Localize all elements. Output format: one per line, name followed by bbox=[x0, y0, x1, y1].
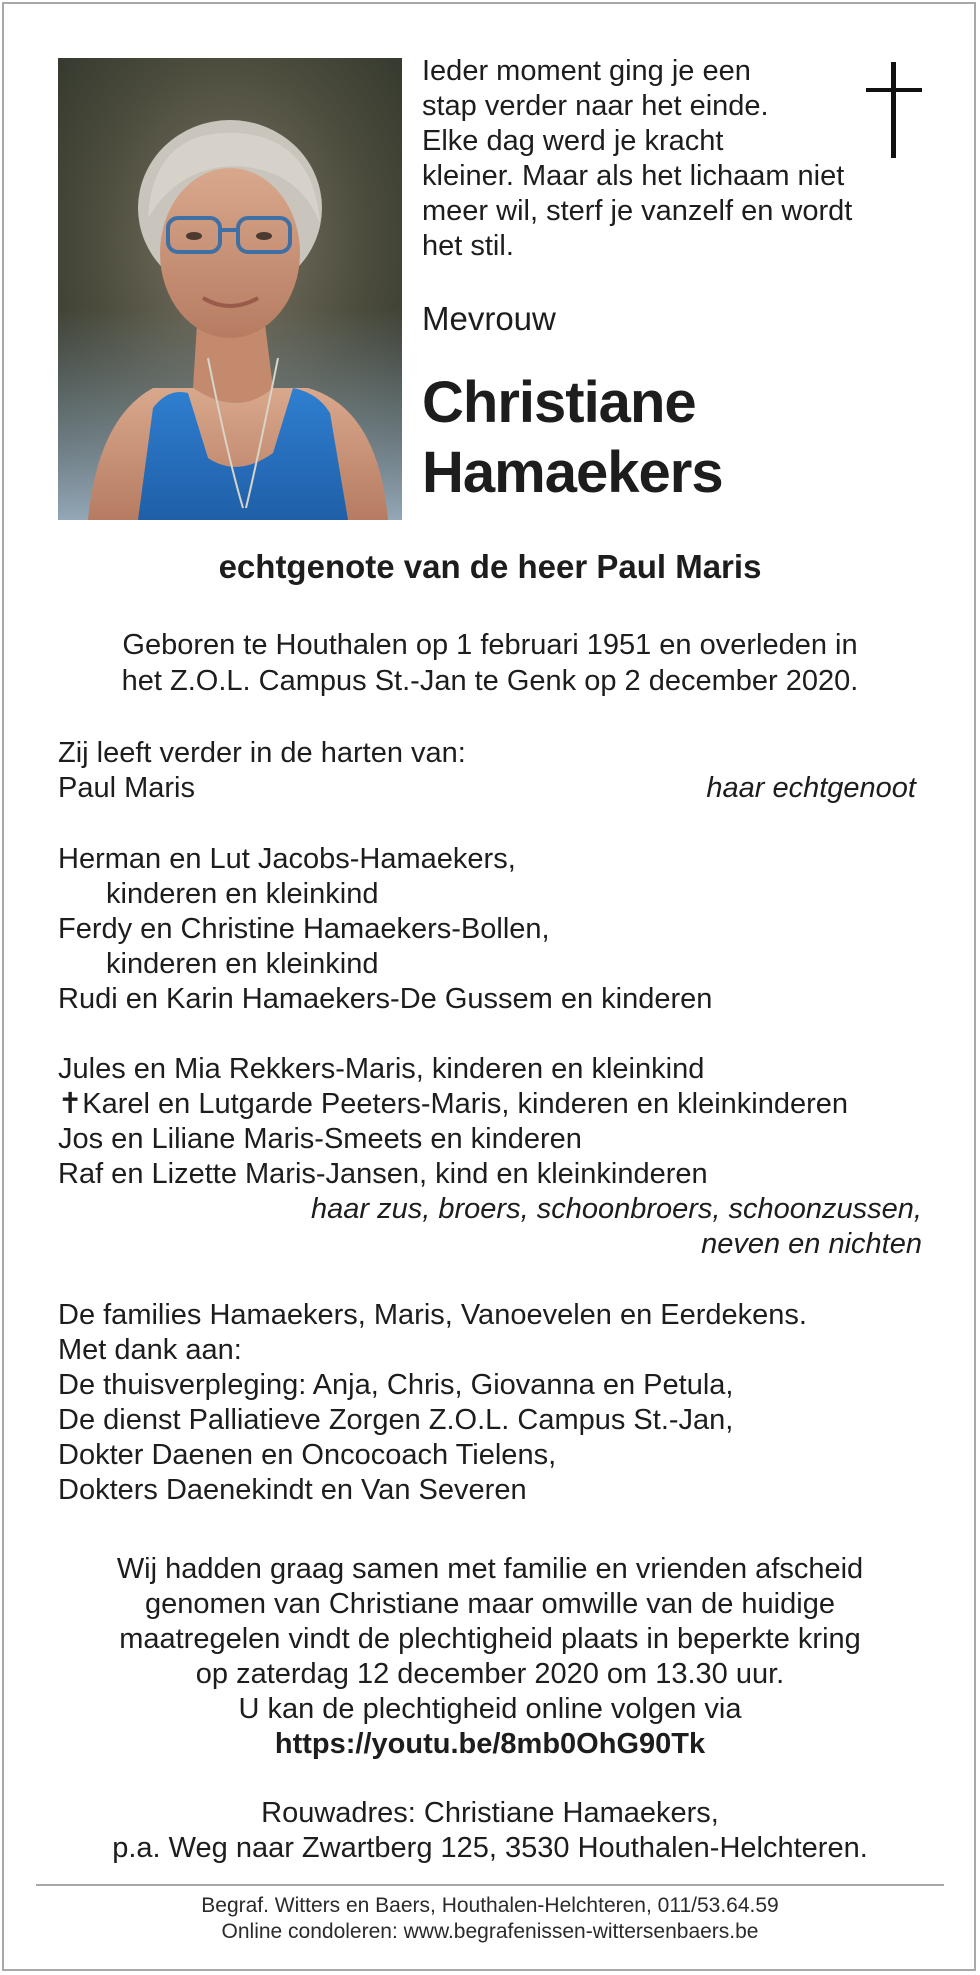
partner-role: haar echtgenoot bbox=[706, 772, 916, 804]
ceremony-line: U kan de plechtigheid online volgen via bbox=[238, 1693, 742, 1725]
list-item: Raf en Lizette Maris-Jansen, kind en kleinkinderen bbox=[58, 1158, 708, 1190]
ceremony-line: genomen van Christiane maar omwille van de huidige bbox=[145, 1588, 835, 1620]
title-prefix: Mevrouw bbox=[422, 300, 556, 337]
partner-row bbox=[58, 771, 928, 806]
thanks-line: De thuisverpleging: Anja, Chris, Giovanna en Petula, bbox=[58, 1369, 734, 1401]
list-item: ✝Karel en Lutgarde Peeters-Maris, kinderen en kleinkinderen bbox=[58, 1088, 849, 1120]
thanks-line: Met dank aan: bbox=[58, 1334, 242, 1366]
death-line: het Z.O.L. Campus St.-Jan te Genk op 2 december 2020. bbox=[121, 665, 859, 697]
list-item: Jules en Mia Rekkers-Maris, kinderen en kleinkind bbox=[58, 1053, 705, 1085]
children-list bbox=[58, 842, 928, 1017]
list-item: kinderen en kleinkind bbox=[106, 878, 379, 910]
list-item: kinderen en kleinkind bbox=[106, 948, 379, 980]
poem-line: kleiner. Maar als het lichaam niet bbox=[422, 160, 845, 192]
list-item: Jos en Liliane Maris-Smeets en kinderen bbox=[58, 1123, 582, 1155]
ceremony-info bbox=[0, 1552, 980, 1762]
cross-icon bbox=[862, 60, 926, 160]
poem-line: meer wil, sterf je vanzelf en wordt bbox=[422, 195, 853, 227]
list-item: Ferdy en Christine Hamaekers-Bollen, bbox=[58, 913, 550, 945]
thanks-line: Dokter Daenen en Oncocoach Tielens, bbox=[58, 1439, 557, 1471]
survivors-intro bbox=[58, 736, 928, 806]
portrait-photo bbox=[58, 58, 402, 520]
thanks-line: Dokters Daenekindt en Van Severen bbox=[58, 1474, 527, 1506]
birth-line: Geboren te Houthalen op 1 februari 1951 en overleden in bbox=[122, 629, 858, 661]
livestream-link[interactable]: https://youtu.be/8mb0OhG90Tk bbox=[274, 1728, 706, 1760]
siblings-role: haar zus, broers, schoonbroers, schoonzussen, bbox=[311, 1193, 922, 1225]
spouse-line: echtgenote van de heer Paul Maris bbox=[218, 548, 762, 585]
funeral-home-footer bbox=[0, 1893, 980, 1945]
thanks-section bbox=[58, 1298, 928, 1508]
partner-name: Paul Maris bbox=[58, 772, 195, 804]
first-name: Christiane bbox=[422, 370, 696, 435]
address-line: Rouwadres: Christiane Hamaekers, bbox=[261, 1797, 719, 1829]
poem-line: Ieder moment ging je een bbox=[422, 55, 751, 87]
ceremony-line: op zaterdag 12 december 2020 om 13.30 uur. bbox=[195, 1658, 785, 1690]
thanks-line: De dienst Palliatieve Zorgen Z.O.L. Campus St.-Jan, bbox=[58, 1404, 734, 1436]
poem-line: het stil. bbox=[422, 230, 514, 262]
siblings-list bbox=[58, 1052, 928, 1262]
ceremony-line: Wij hadden graag samen met familie en vrienden afscheid bbox=[116, 1553, 864, 1585]
address-line: p.a. Weg naar Zwartberg 125, 3530 Houthalen-Helchteren. bbox=[112, 1832, 868, 1864]
ceremony-line: maatregelen vindt de plechtigheid plaats in beperkte kring bbox=[119, 1623, 861, 1655]
funeral-home-contact: Begraf. Witters en Baers, Houthalen-Helchteren, 011/53.64.59 bbox=[201, 1894, 779, 1917]
memorial-poem bbox=[422, 54, 882, 264]
condolence-address bbox=[0, 1796, 980, 1866]
footer-divider bbox=[36, 1884, 944, 1886]
online-condolence-link[interactable]: Online condoleren: www.begrafenissen-wittersenbaers.be bbox=[221, 1920, 759, 1943]
poem-line: stap verder naar het einde. bbox=[422, 90, 769, 122]
birth-death-info bbox=[0, 627, 980, 699]
siblings-role: neven en nichten bbox=[701, 1228, 922, 1260]
list-item: Rudi en Karin Hamaekers-De Gussem en kinderen bbox=[58, 983, 713, 1015]
last-name: Hamaekers bbox=[422, 440, 723, 505]
thanks-line: De families Hamaekers, Maris, Vanoevelen en Eerdekens. bbox=[58, 1299, 807, 1331]
poem-line: Elke dag werd je kracht bbox=[422, 125, 724, 157]
deceased-name bbox=[422, 368, 723, 508]
list-item: Herman en Lut Jacobs-Hamaekers, bbox=[58, 843, 516, 875]
intro-line: Zij leeft verder in de harten van: bbox=[58, 737, 466, 769]
